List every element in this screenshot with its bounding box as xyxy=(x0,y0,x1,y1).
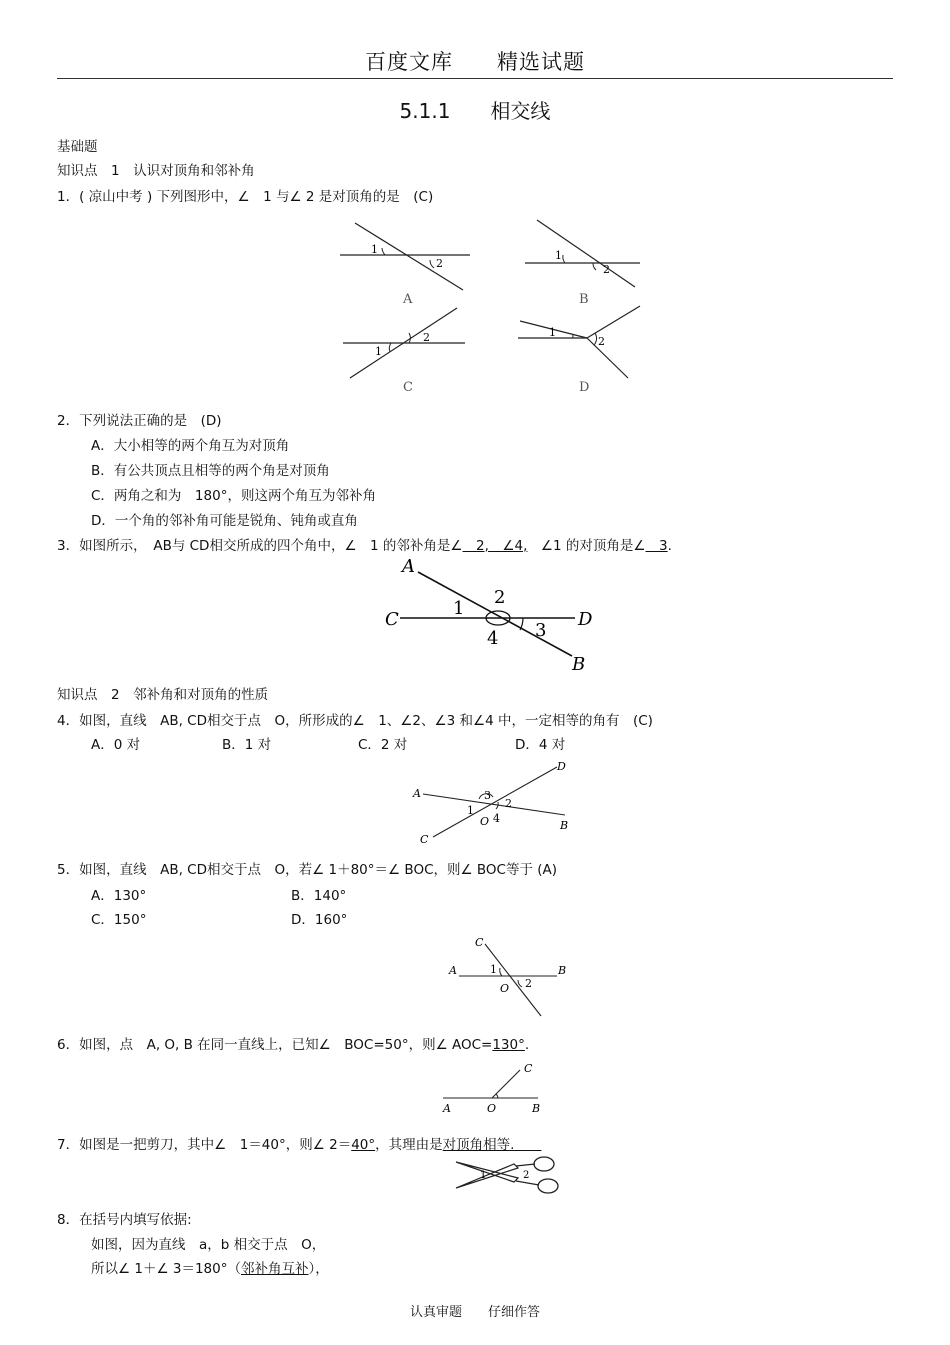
knowledge-point-1: 知识点 1 认识对顶角和邻补角 xyxy=(57,163,255,179)
q1a-angle-2: 2 xyxy=(436,257,443,270)
q3-angle-1: 1 xyxy=(453,598,465,619)
q4-point-d: D xyxy=(557,760,566,773)
q8-answer: 邻补角互补 xyxy=(240,1261,309,1277)
q5-option-c: C．150° xyxy=(91,912,147,928)
page-footer: 认真审题 仔细作答 xyxy=(409,1305,540,1320)
q3-point-a: A xyxy=(402,558,415,577)
q4-angle-2: 2 xyxy=(505,797,512,810)
q1b-angle-1: 1 xyxy=(555,249,562,262)
q6-point-b: B xyxy=(532,1102,541,1115)
q7-stem xyxy=(57,1133,541,1153)
q7-stem-prefix: 7．如图是一把剪刀，其中∠ 1＝40°，则∠ 2＝ xyxy=(57,1137,352,1153)
q3-stem xyxy=(57,534,672,554)
q1-figure-b xyxy=(515,215,655,310)
q5-point-c: C xyxy=(475,936,484,949)
q7-scissors-figure xyxy=(450,1152,560,1197)
q4-angle-1: 1 xyxy=(467,804,474,817)
q4-figure xyxy=(405,757,580,849)
q1c-angle-1: 1 xyxy=(375,345,382,358)
q3-point-c: C xyxy=(385,609,399,630)
q1a-angle-1: 1 xyxy=(371,243,378,256)
q1d-angle-1: 1 xyxy=(549,326,556,339)
q6-point-a: A xyxy=(443,1102,451,1115)
q3-point-b: B xyxy=(572,654,586,675)
q2-option-b: B．有公共顶点且相等的两个角是对顶角 xyxy=(91,463,330,479)
q3-point-d: D xyxy=(578,609,593,630)
q6-point-c: C xyxy=(524,1062,533,1075)
q2-option-c: C．两角之和为 180°，则这两个角互为邻补角 xyxy=(91,488,376,504)
q6-stem-suffix: . xyxy=(524,1037,530,1053)
q3-answer-2: 3 xyxy=(645,538,668,554)
q7-angle-2: 2 xyxy=(523,1170,530,1181)
q8-line-2-prefix: 所以∠ 1＋∠ 3＝180°（ xyxy=(91,1261,241,1277)
q5-option-b: B．140° xyxy=(291,888,347,904)
q1-stem: 1．( 凉山中考 ) 下列图形中，∠ 1 与∠ 2 是对顶角的是 (C) xyxy=(57,189,434,205)
q4-option-c: C．2 对 xyxy=(358,737,408,753)
q5-angle-2: 2 xyxy=(525,977,532,990)
q7-stem-middle: ，其理由是 xyxy=(375,1137,443,1153)
q8-line-1: 如图，因为直线 a，b 相交于点 O， xyxy=(91,1237,326,1253)
q4-angle-3: 3 xyxy=(484,789,491,802)
q1-figure-c xyxy=(335,303,475,398)
q3-stem-prefix: 3．如图所示， AB与 CD相交所成的四个角中，∠ 1 的邻补角是∠ xyxy=(57,538,463,554)
header-rule xyxy=(57,78,893,79)
q3-stem-suffix: . xyxy=(667,538,672,554)
q8-stem: 8．在括号内填写依据: xyxy=(57,1212,192,1228)
knowledge-point-2: 知识点 2 邻补角和对顶角的性质 xyxy=(57,687,269,703)
q5-point-a: A xyxy=(449,964,457,977)
q4-option-a: A．0 对 xyxy=(91,737,141,753)
basic-label: 基础题 xyxy=(57,139,98,155)
q5-point-o: O xyxy=(500,982,510,995)
page-header-title: 百度文库 精选试题 xyxy=(365,50,585,74)
section-title: 5.1.1 相交线 xyxy=(399,99,551,123)
q6-stem-prefix: 6．如图，点 A, O, B 在同一直线上，已知∠ BOC=50°，则∠ AOC= xyxy=(57,1037,493,1053)
q1b-angle-2: 2 xyxy=(603,263,610,276)
q8-line-2 xyxy=(91,1257,329,1277)
q3-angle-3: 3 xyxy=(535,620,547,641)
q4-point-o: O xyxy=(480,815,490,828)
q1c-label: C xyxy=(403,380,413,395)
q5-angle-1: 1 xyxy=(490,963,497,976)
q5-option-a: A．130° xyxy=(91,888,147,904)
q6-answer: 130° xyxy=(492,1037,525,1053)
q8-line-2-suffix: ）， xyxy=(308,1261,329,1277)
q5-option-d: D．160° xyxy=(291,912,348,928)
q1-figure-a xyxy=(335,215,475,310)
q4-point-b: B xyxy=(560,819,569,832)
q6-figure xyxy=(438,1060,548,1120)
q5-point-b: B xyxy=(558,964,567,977)
q6-stem xyxy=(57,1033,529,1053)
q2-stem: 2．下列说法正确的是 (D) xyxy=(57,413,222,429)
q4-angle-4: 4 xyxy=(493,812,500,825)
q3-angle-2: 2 xyxy=(494,587,506,608)
q1d-label: D xyxy=(579,380,590,395)
q3-angle-4: 4 xyxy=(487,628,499,649)
q1d-angle-2: 2 xyxy=(598,335,605,348)
q4-point-a: A xyxy=(413,787,421,800)
q4-stem: 4．如图，直线 AB, CD相交于点 O，所形成的∠ 1、∠2、∠3 和∠4 中，一定相等的角有 (C) xyxy=(57,713,653,729)
q5-figure xyxy=(445,932,575,1024)
q1c-angle-2: 2 xyxy=(423,331,430,344)
q7-answer-1: 40° xyxy=(351,1137,376,1153)
q2-option-d: D．一个角的邻补角可能是锐角、钝角或直角 xyxy=(91,513,358,529)
q7-answer-2: 对顶角相等. xyxy=(442,1137,542,1153)
q5-stem: 5．如图，直线 AB, CD相交于点 O，若∠ 1＋80°＝∠ BOC，则∠ BOC等于 (A) xyxy=(57,862,558,878)
q2-option-a: A．大小相等的两个角互为对顶角 xyxy=(91,438,290,454)
q7-angle-1: 1 xyxy=(480,1170,487,1181)
q4-option-d: D．4 对 xyxy=(515,737,566,753)
q4-point-c: C xyxy=(420,833,429,846)
q1b-label: B xyxy=(579,292,589,307)
q3-stem-middle: ∠1 的对顶角是∠ xyxy=(527,538,646,554)
q1-figure-d xyxy=(515,303,655,398)
q1a-label: A xyxy=(403,292,413,307)
q6-point-o: O xyxy=(487,1102,497,1115)
q3-figure xyxy=(380,558,600,676)
q4-option-b: B．1 对 xyxy=(222,737,272,753)
q3-answer-1: 2, ∠4, xyxy=(462,538,528,554)
